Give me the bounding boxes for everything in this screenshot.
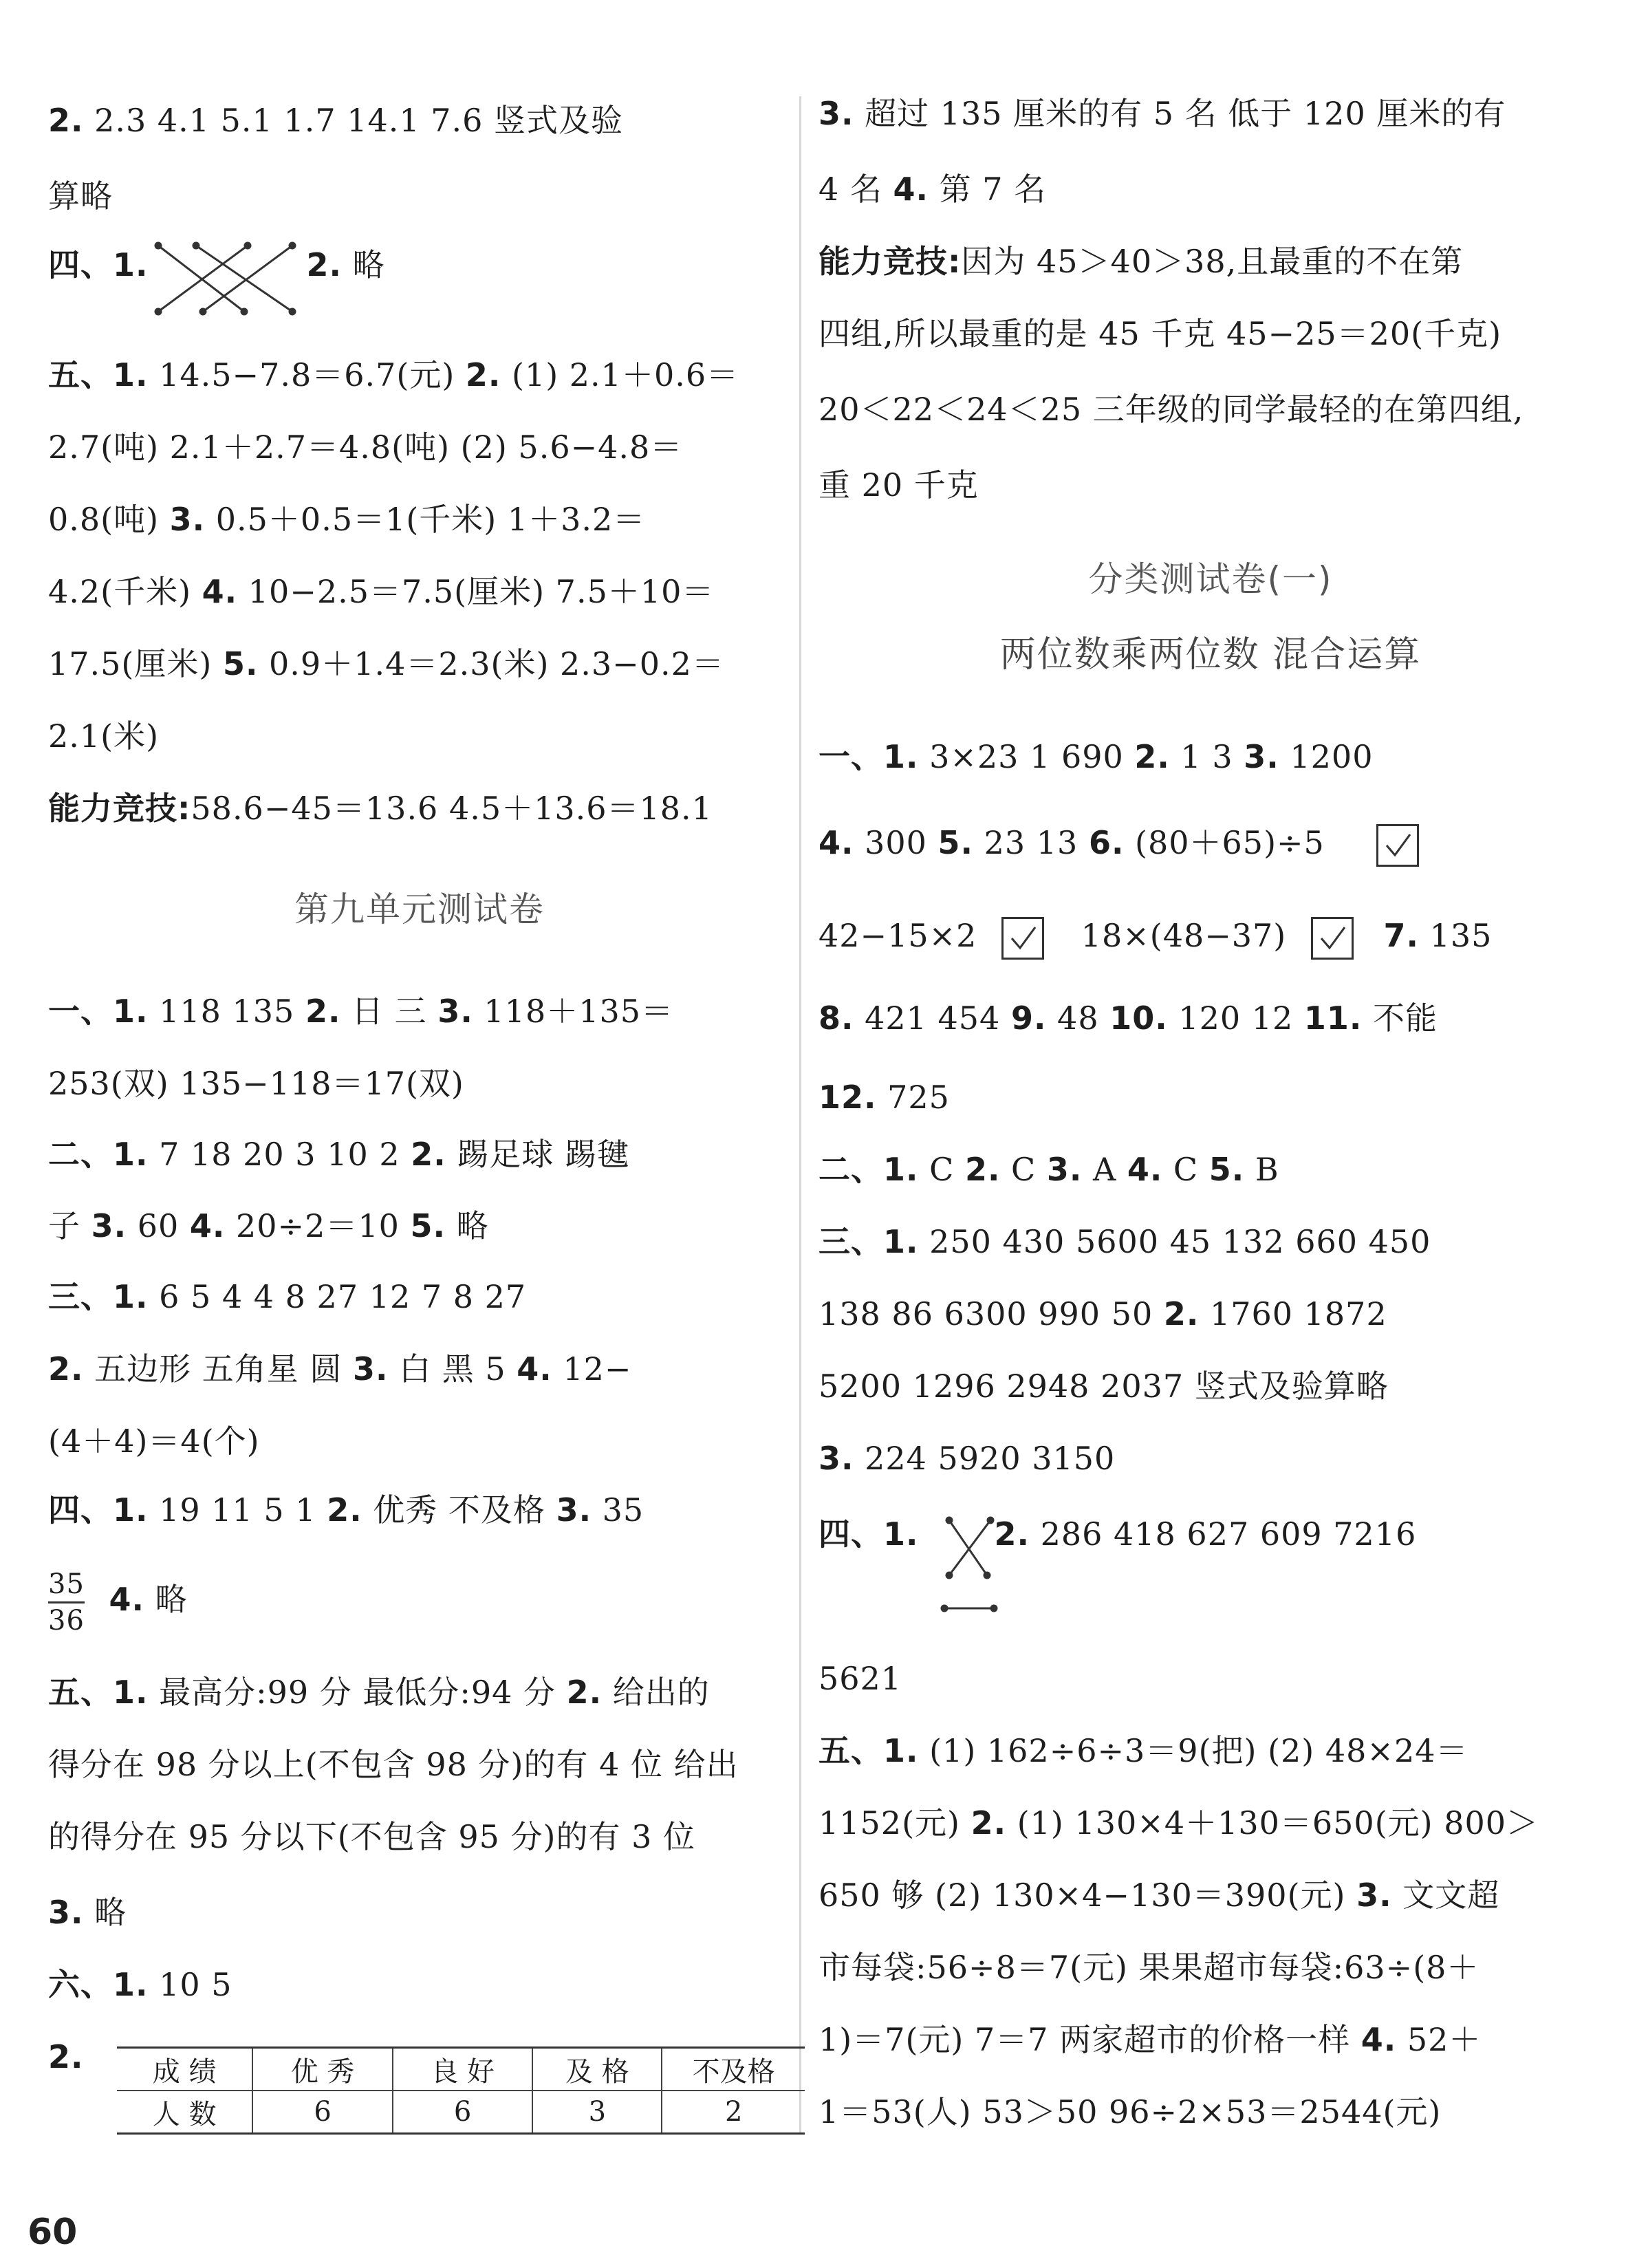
table-header: 优 秀 bbox=[252, 2048, 393, 2091]
answer-line: 2. 2.3 4.1 5.1 1.7 14.1 7.6 竖式及验 bbox=[48, 102, 624, 139]
answer-line: 2. bbox=[48, 2038, 84, 2075]
table-header: 及 格 bbox=[532, 2048, 662, 2091]
answer-line: 重 20 千克 bbox=[819, 466, 979, 504]
check-box-icon bbox=[1001, 917, 1044, 960]
answer-line: 650 够 (2) 130×4−130＝390(元) 3. 文文超 bbox=[819, 1877, 1500, 1914]
answer-line: 12. 725 bbox=[819, 1079, 950, 1116]
answer-line: 四、1. 2. 286 418 627 609 7216 bbox=[819, 1515, 1417, 1553]
answer-line: 4 名 4. 第 7 名 bbox=[819, 171, 1047, 208]
table-header: 不及格 bbox=[662, 2048, 805, 2091]
answer-line: 三、1. 250 430 5600 45 132 660 450 bbox=[819, 1223, 1431, 1260]
check-box-icon bbox=[1376, 824, 1419, 867]
score-table bbox=[117, 2046, 805, 2135]
answer-line: 3. 略 bbox=[48, 1894, 127, 1931]
answer-line: 0.8(吨) 3. 0.5＋0.5＝1(千米) 1＋3.2＝ bbox=[48, 501, 646, 538]
answer-line: 2.1(米) bbox=[48, 717, 160, 755]
answer-line: (4＋4)＝4(个) bbox=[48, 1423, 260, 1460]
answer-line: 四、1. 19 11 5 1 2. 优秀 不及格 3. 35 bbox=[48, 1491, 644, 1529]
answer-line: 一、1. 3×23 1 690 2. 1 3 3. 1200 bbox=[819, 738, 1374, 775]
section-title: 第九单元测试卷 bbox=[294, 889, 545, 929]
answer-line: 六、1. 10 5 bbox=[48, 1966, 232, 2003]
answer-line: 5200 1296 2948 2037 竖式及验算略 bbox=[819, 1368, 1389, 1405]
answer-line: 市每袋:56÷8＝7(元) 果果超市每袋:63÷(8＋ bbox=[819, 1949, 1479, 1986]
column-divider bbox=[799, 96, 801, 2132]
answer-line: 2. 五边形 五角星 圆 3. 白 黑 5 4. 12− bbox=[48, 1350, 632, 1387]
table-header: 成 绩 bbox=[117, 2048, 252, 2091]
answer-line: 17.5(厘米) 5. 0.9＋1.4＝2.3(米) 2.3−0.2＝ bbox=[48, 645, 724, 682]
answer-line: 的得分在 95 分以下(不包含 95 分)的有 3 位 bbox=[48, 1818, 695, 1855]
answer-line: 子 3. 60 4. 20÷2＝10 5. 略 bbox=[48, 1207, 489, 1244]
answer-line: 4. 300 5. 23 13 6. (80＋65)÷5 bbox=[819, 822, 1424, 867]
table-cell: 3 bbox=[532, 2091, 662, 2134]
answer-line: 4.2(千米) 4. 10−2.5＝7.5(厘米) 7.5＋10＝ bbox=[48, 573, 715, 610]
answer-line: 五、1. 14.5−7.8＝6.7(元) 2. (1) 2.1＋0.6＝ bbox=[48, 356, 739, 393]
answer-line: 四、1. 2. 略 bbox=[48, 246, 385, 283]
page-number: 60 bbox=[28, 2212, 78, 2253]
answer-line: 三、1. 6 5 4 4 8 27 12 7 8 27 bbox=[48, 1278, 527, 1315]
answer-line: 138 86 6300 990 50 2. 1760 1872 bbox=[819, 1295, 1387, 1332]
answer-line: 二、1. 7 18 20 3 10 2 2. 踢足球 踢毽 bbox=[48, 1136, 629, 1173]
answer-line: $\frac{35}{36} 4$. 略 bbox=[48, 1568, 188, 1637]
answer-line: 五、1. 最高分:99 分 最低分:94 分 2. 给出的 bbox=[48, 1674, 710, 1711]
table-cell: 2 bbox=[662, 2091, 805, 2134]
answer-line: 五、1. (1) 162÷6÷3＝9(把) (2) 48×24＝ bbox=[819, 1732, 1468, 1769]
answer-line: 253(双) 135−118＝17(双) bbox=[48, 1065, 464, 1102]
answer-line: 20＜22＜24＜25 三年级的同学最轻的在第四组, bbox=[819, 391, 1524, 428]
answer-line: 四组,所以最重的是 45 千克 45−25＝20(千克) bbox=[819, 315, 1502, 352]
answer-line: 1)＝7(元) 7＝7 两家超市的价格一样 4. 52＋ bbox=[819, 2021, 1482, 2058]
answer-line: 42−15×2 18×(48−37) 7. 135 bbox=[819, 915, 1492, 960]
answer-line: 一、1. 118 135 2. 日 三 3. 118＋135＝ bbox=[48, 993, 674, 1030]
fraction: $\frac{35}{36}$ bbox=[48, 1568, 85, 1637]
answer-line: 1＝53(人) 53＞50 96÷2×53＝2544(元) bbox=[819, 2093, 1442, 2130]
answer-line: 二、1. C 2. C 3. A 4. C 5. B bbox=[819, 1151, 1279, 1188]
answer-line: 能力竞技:58.6−45＝13.6 4.5＋13.6＝18.1 bbox=[48, 790, 713, 827]
table-cell: 6 bbox=[252, 2091, 393, 2134]
section-title: 分类测试卷(一) bbox=[1088, 559, 1333, 599]
section-subtitle: 两位数乘两位数 混合运算 bbox=[999, 634, 1422, 676]
table-header: 良 好 bbox=[393, 2048, 533, 2091]
table-cell: 6 bbox=[393, 2091, 533, 2134]
answer-line: 2.7(吨) 2.1＋2.7＝4.8(吨) (2) 5.6−4.8＝ bbox=[48, 429, 683, 466]
matching-lines-figure bbox=[939, 1513, 1008, 1617]
matching-lines-figure bbox=[144, 237, 316, 320]
answer-line: 能力竞技:因为 45＞40＞38,且最重的不在第 bbox=[819, 243, 1464, 280]
check-box-icon bbox=[1311, 917, 1354, 960]
answer-line: 5621 bbox=[819, 1660, 902, 1697]
answer-line: 3. 超过 135 厘米的有 5 名 低于 120 厘米的有 bbox=[819, 95, 1506, 132]
answer-line: 3. 224 5920 3150 bbox=[819, 1440, 1116, 1477]
table-cell: 人 数 bbox=[152, 2098, 217, 2130]
answer-line: 8. 421 454 9. 48 10. 120 12 11. 不能 bbox=[819, 1000, 1438, 1037]
answer-line: 得分在 98 分以上(不包含 98 分)的有 4 位 给出 bbox=[48, 1746, 739, 1783]
answer-line: 1152(元) 2. (1) 130×4＋130＝650(元) 800＞ bbox=[819, 1804, 1539, 1842]
answer-line: 算略 bbox=[48, 177, 113, 215]
